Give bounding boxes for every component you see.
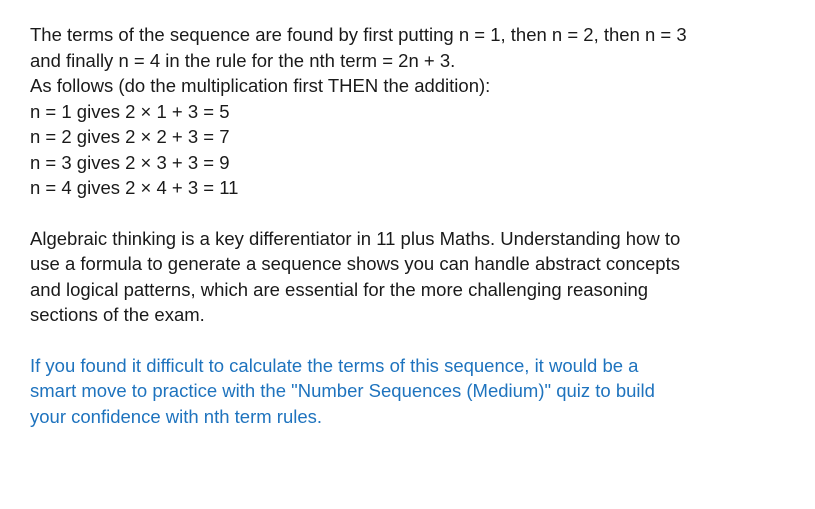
calculation-line-1: n = 1 gives 2 × 1 + 3 = 5 [30,100,230,122]
calculation-line-3: n = 3 gives 2 × 3 + 3 = 9 [30,151,230,173]
spacer-before-recommendation [30,328,785,353]
explanation-paragraph: Algebraic thinking is a key differentiator in 11 plus Maths. Understanding how to use a formula to generate a sequence shows you can handle abstract concepts and logical patterns, which are essential for the more challenging reasoning sections of the exam. [30,227,681,325]
intro-paragraph-line2: As follows (do the multiplication first THEN the addition): [30,75,491,96]
quiz-recommendation-text: If you found it difficult to calculate the terms of this sequence, it would be a smart move to practice with the "Number Sequences (Medium)" quiz to build your confidence with nth term rules. [30,354,655,427]
calculation-line-2: n = 2 gives 2 × 2 + 3 = 7 [30,126,230,147]
intro-paragraph-line1: The terms of the sequence are found by first putting n = 1, then n = 2, then n = 3 and finally n = 4 in the rule for the nth term = 2n + 3. [30,24,687,71]
calculation-line-4: n = 4 gives 2 × 4 + 3 = 11 [30,177,239,198]
spacer-after-calculations [30,201,785,226]
